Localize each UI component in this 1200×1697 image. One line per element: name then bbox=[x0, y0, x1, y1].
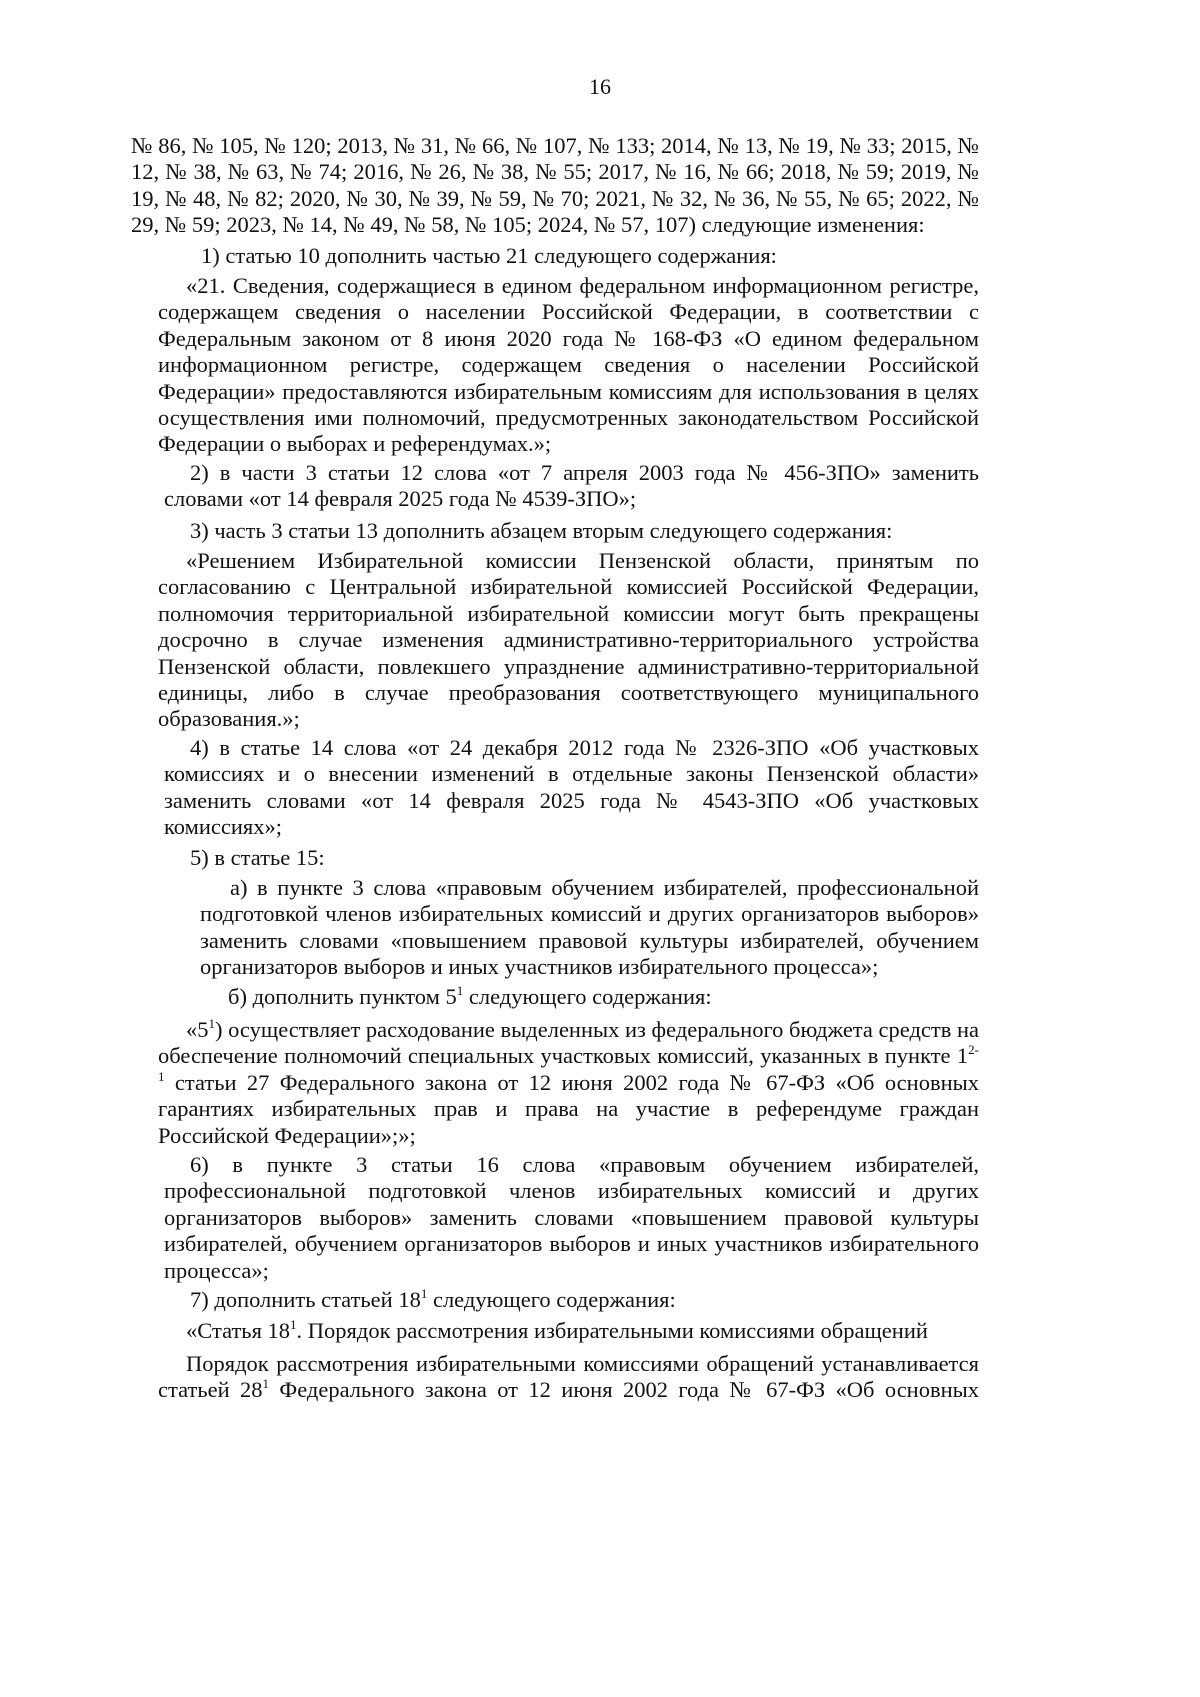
quote-5-1-text-c: статьи 27 Федерального закона от 12 июня 2002 года № 67-ФЗ «Об основных гарантиях избирательных прав и права на участие в референдуме граждан Российской Федерации»;»; bbox=[158, 1069, 979, 1148]
item-7-text-b: следующего содержания: bbox=[427, 1287, 676, 1312]
paragraph-item-5b bbox=[228, 984, 712, 1010]
paragraph-item-5: 5) в статье 15: bbox=[190, 845, 325, 870]
paragraph-item-6: 6) в пункте 3 статьи 16 слова «правовым обучением избирателей, профессиональной подготовкой членов избирательных комиссий и других организаторов выборов» заменить словами «повышением правовой культуры избирателей, обучением организаторов выборов и иных участников избирательного процесса»; bbox=[164, 1152, 979, 1283]
paragraph-quote-5-1 bbox=[158, 1017, 979, 1149]
paragraph-item-7 bbox=[190, 1287, 676, 1313]
page-number: 16 bbox=[589, 74, 611, 99]
article-heading-superscript: 1 bbox=[290, 1317, 297, 1332]
paragraph-quote-21: «21. Сведения, содержащиеся в едином федеральном информационном регистре, содержащем сведения о населении Российской Федерации, в соответствии с Федеральным законом от 8 июня 2020 года № 168-ФЗ «О едином федеральном информационном регистре, содержащем сведения о населении Российской Федерации» предоставляются избирательным комиссиям для использования в целях осуществления ими полномочий, предусмотренных законодательством Российской Федерации о выборах и референдумах.»; bbox=[158, 273, 979, 457]
article-body-text-b: Федерального закона от 12 июня 2002 года № 67-ФЗ «Об основных bbox=[269, 1377, 980, 1403]
item-7-text-a: 7) дополнить статьей 18 bbox=[190, 1287, 421, 1312]
article-heading-text-b: . Порядок рассмотрения избирательными комиссиями обращений bbox=[296, 1318, 928, 1343]
item-5b-text-a: б) дополнить пунктом 5 bbox=[228, 984, 457, 1009]
quote-5-1-superscript-2: 2-1 bbox=[158, 1042, 979, 1084]
paragraph-item-3: 3) часть 3 статьи 13 дополнить абзацем вторым следующего содержания: bbox=[190, 518, 893, 543]
item-7-superscript: 1 bbox=[420, 1286, 428, 1301]
article-body-text-a: Порядок рассмотрения избирательными комиссиями обращений устанавливается статьей 28 bbox=[158, 1351, 979, 1403]
paragraph-item-1: 1) статью 10 дополнить частью 21 следующего содержания: bbox=[201, 243, 777, 268]
article-heading-text-a: «Статья 18 bbox=[186, 1318, 291, 1343]
item-5b-superscript: 1 bbox=[456, 983, 464, 998]
paragraph-continuation: № 86, № 105, № 120; 2013, № 31, № 66, № 107, № 133; 2014, № 13, № 19, № 33; 2015, № 12, № 38, № 63, № 74; 2016, № 26, № 38, № 55; 2017, № 16, № 66; 2018, № 59; 2019, № 19, № 48, № 82; 2020, № 30, № 39, № 59, № 70; 2021, № 32, № 36, № 55, № 65; 2022, № 29, № 59; 2023, № 14, № 49, № 58, № 105; 2024, № 57, 107) следующие изменения: bbox=[131, 133, 979, 238]
article-heading bbox=[186, 1318, 928, 1344]
paragraph-quote-decision: «Решением Избирательной комиссии Пензенской области, принятым по согласованию с Центральной избирательной комиссией Российской Федерации, полномочия территориальной избирательной комиссии могут быть прекращены досрочно в случае изменения административно-территориального устройства Пензенской области, повлекшего упразднение административно-территориальной единицы, либо в случае преобразования соответствующего муниципального образования.»; bbox=[158, 548, 979, 732]
quote-5-1-text-b: ) осуществляет расходование выделенных из федерального бюджета средств на обеспечение полномочий специальных участковых комиссий, указанных в пункте 1 bbox=[158, 1017, 980, 1069]
item-5b-text-b: следующего содержания: bbox=[463, 984, 712, 1009]
quote-5-1-text-a: «5 bbox=[186, 1017, 209, 1042]
paragraph-item-4: 4) в статье 14 слова «от 24 декабря 2012 года № 2326-ЗПО «Об участковых комиссиях и о внесении изменений в отдельные законы Пензенской области» заменить словами «от 14 февраля 2025 года № 4543-ЗПО «Об участковых комиссиях»; bbox=[164, 735, 979, 840]
paragraph-item-2: 2) в части 3 статьи 12 слова «от 7 апреля 2003 года № 456-ЗПО» заменить словами «от 14 февраля 2025 года № 4539-ЗПО»; bbox=[164, 460, 979, 512]
quote-5-1-superscript: 1 bbox=[208, 1016, 215, 1031]
article-body-superscript: 1 bbox=[262, 1376, 270, 1392]
paragraph-item-5a: а) в пункте 3 слова «правовым обучением избирателей, профессиональной подготовкой членов избирательных комиссий и других организаторов выборов» заменить словами «повышением правовой культуры избирателей, обучением организаторов выборов и иных участников избирательного процесса»; bbox=[200, 875, 979, 980]
paragraph-article-body bbox=[158, 1351, 979, 1404]
